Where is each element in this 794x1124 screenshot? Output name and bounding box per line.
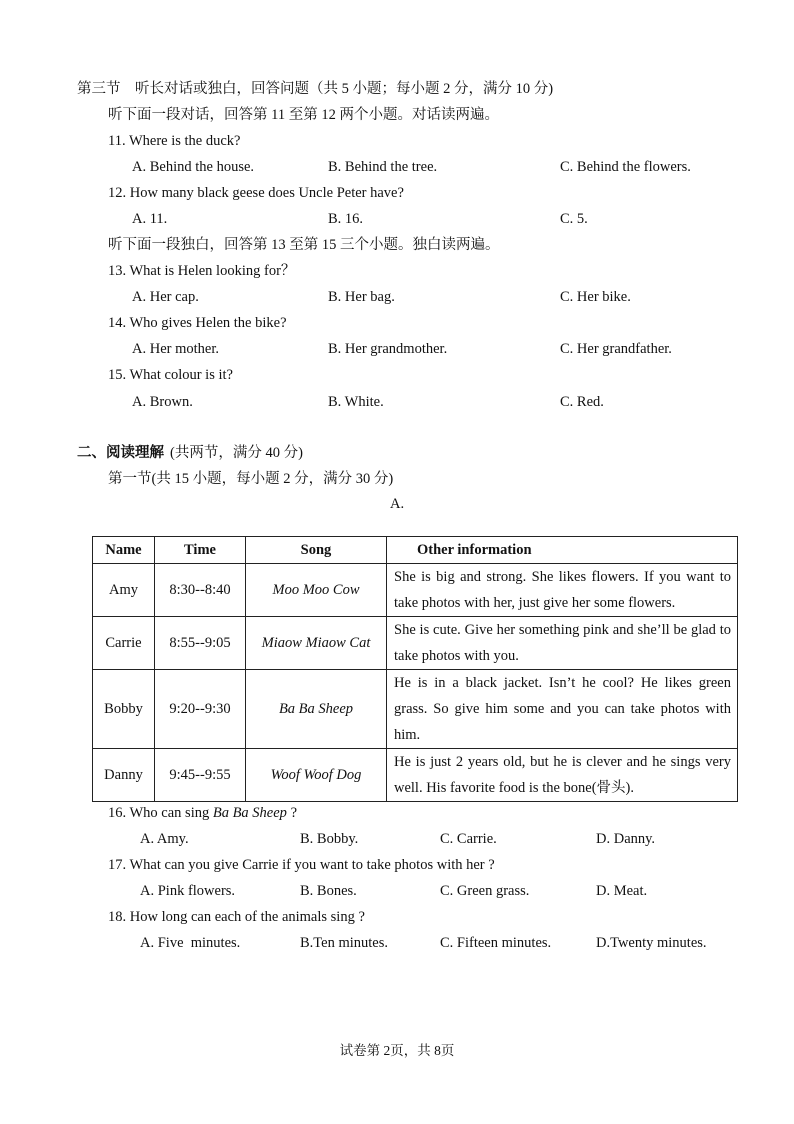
question-17-option-d: D. Meat.	[596, 883, 648, 899]
passage-label: A.	[390, 496, 405, 512]
table-header-row	[93, 537, 738, 564]
question-13-option-a: A. Her cap.	[132, 289, 199, 305]
question-16-option-b: B. Bobby.	[300, 831, 359, 847]
question-17-option-c: C. Green grass.	[440, 883, 530, 899]
row-info: He is in a black jacket. Isn’t he cool? He likes green grass. So give him some and you can take photos with him.	[387, 670, 738, 749]
row-time: 9:45--9:55	[155, 749, 246, 802]
question-16-option-d: D. Danny.	[596, 831, 656, 847]
section3-intro-2: 听下面一段独白，回答第 13 至第 15 三个小题。独白读两遍。	[108, 237, 500, 253]
row-song: Moo Moo Cow	[246, 564, 387, 617]
question-12: 12. How many black geese does Uncle Peter have?	[108, 185, 404, 201]
table-row	[93, 617, 738, 670]
row-name: Amy	[93, 564, 155, 617]
animal-info-table	[92, 536, 738, 802]
row-song: Miaow Miaow Cat	[246, 617, 387, 670]
row-name: Danny	[93, 749, 155, 802]
question-11-option-c: C. Behind the flowers.	[560, 159, 691, 175]
question-15-option-a: A. Brown.	[132, 394, 193, 410]
row-info: She is big and strong. She likes flowers. If you want to take photos with her, just give her some flowers.	[387, 564, 738, 617]
part2-subtitle: 第一节(共 15 小题，每小题 2 分，满分 30 分)	[108, 471, 394, 487]
question-13-option-c: C. Her bike.	[560, 289, 631, 305]
part2-title-note: (共两节，满分 40 分)	[170, 445, 303, 461]
row-time: 8:55--9:05	[155, 617, 246, 670]
part2-title: 二、阅读理解	[77, 445, 164, 461]
table-row	[93, 670, 738, 749]
question-13: 13. What is Helen looking for？	[108, 263, 296, 279]
header-other-information: Other information	[387, 537, 738, 564]
question-15-option-c: C. Red.	[560, 394, 604, 410]
row-time: 9:20--9:30	[155, 670, 246, 749]
table-row	[93, 564, 738, 617]
question-14-option-c: C. Her grandfather.	[560, 341, 672, 357]
question-12-option-b: B. 16.	[328, 211, 364, 227]
header-time: Time	[155, 537, 246, 564]
row-name: Carrie	[93, 617, 155, 670]
question-16-option-a: A. Amy.	[140, 831, 189, 847]
question-17: 17. What can you give Carrie if you want to take photos with her ?	[108, 857, 495, 873]
header-song: Song	[246, 537, 387, 564]
question-16-prefix: 16. Who can sing	[108, 805, 213, 821]
question-15: 15. What colour is it?	[108, 367, 233, 383]
part2-heading	[77, 446, 303, 461]
question-14: 14. Who gives Helen the bike?	[108, 315, 287, 331]
row-info: She is cute. Give her something pink and she’ll be glad to take photos with you.	[387, 617, 738, 670]
question-11: 11. Where is the duck?	[108, 133, 241, 149]
question-11-option-a: A. Behind the house.	[132, 159, 255, 175]
row-song: Woof Woof Dog	[246, 749, 387, 802]
row-time: 8:30--8:40	[155, 564, 246, 617]
section3-intro-1: 听下面一段对话，回答第 11 至第 12 两个小题。对话读两遍。	[108, 107, 499, 123]
question-18: 18. How long can each of the animals sing ?	[108, 909, 365, 925]
question-16-option-c: C. Carrie.	[440, 831, 497, 847]
row-song: Ba Ba Sheep	[246, 670, 387, 749]
question-17-option-b: B. Bones.	[300, 883, 357, 899]
row-name: Bobby	[93, 670, 155, 749]
section3-title: 第三节 听长对话或独白，回答问题（共 5 小题；每小题 2 分，满分 10 分)	[77, 81, 554, 97]
table-row	[93, 749, 738, 802]
question-18-option-c: C. Fifteen minutes.	[440, 935, 552, 951]
question-16	[108, 806, 297, 821]
question-13-option-b: B. Her bag.	[328, 289, 395, 305]
question-12-option-a: A. 11.	[132, 211, 168, 227]
question-16-suffix: ?	[286, 805, 297, 821]
question-14-option-b: B. Her grandmother.	[328, 341, 448, 357]
question-11-option-b: B. Behind the tree.	[328, 159, 438, 175]
question-15-option-b: B. White.	[328, 394, 384, 410]
page-footer: 试卷第 2页，共 8页	[339, 1043, 455, 1058]
question-14-option-a: A. Her mother.	[132, 341, 219, 357]
header-name: Name	[93, 537, 155, 564]
row-info: He is just 2 years old, but he is clever and he sings very well. His favorite food is the bone(骨头).	[387, 749, 738, 802]
question-18-option-d: D.Twenty minutes.	[596, 935, 707, 951]
question-18-option-a: A. Five minutes.	[140, 935, 241, 951]
question-18-option-b: B.Ten minutes.	[300, 935, 388, 951]
question-12-option-c: C. 5.	[560, 211, 588, 227]
question-17-option-a: A. Pink flowers.	[140, 883, 236, 899]
question-16-song-title: Ba Ba Sheep	[212, 805, 287, 821]
